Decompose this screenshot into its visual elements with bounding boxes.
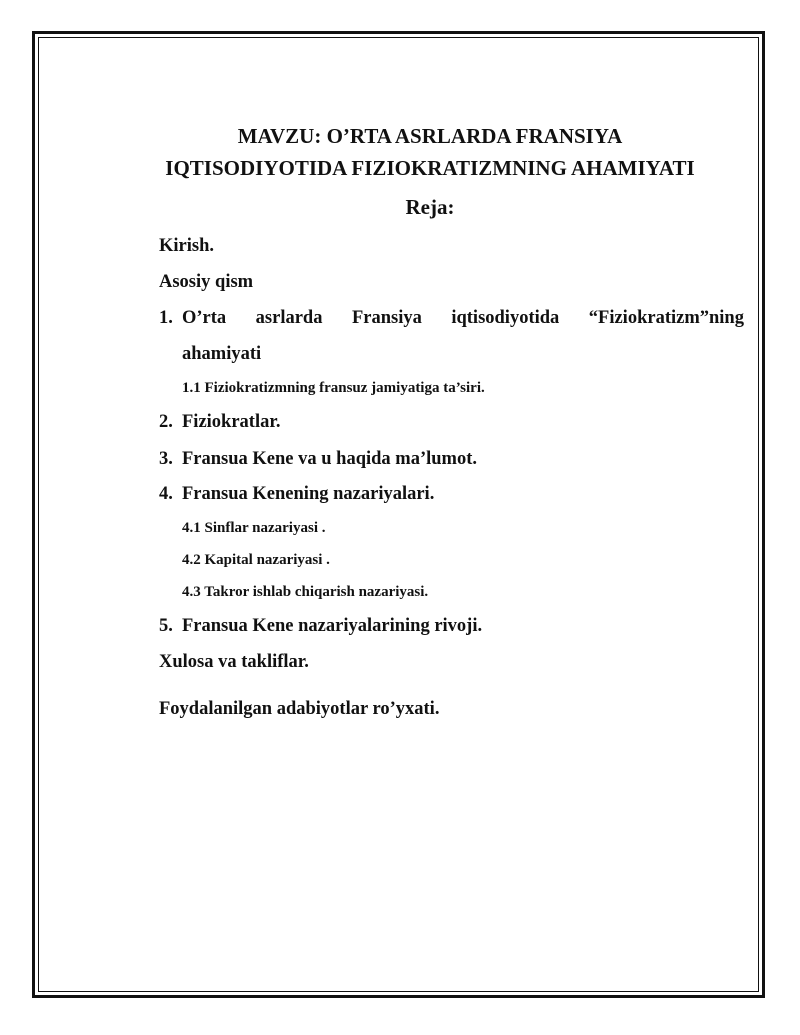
list-item-1-continuation: ahamiyati: [182, 344, 262, 364]
plan-heading: Reja:: [405, 195, 455, 219]
subitem-4-2: 4.2 Kapital nazariyasi .: [182, 552, 330, 568]
list-item-1-number: 1.: [159, 308, 173, 328]
list-item-2-text: Fiziokratlar.: [182, 412, 281, 432]
list-item-3-text: Fransua Kene va u haqida ma’lumot.: [182, 449, 478, 469]
conclusion-entry: Xulosa va takliflar.: [159, 652, 309, 672]
intro-entry: Kirish.: [159, 236, 214, 256]
list-item-3-number: 3.: [159, 449, 173, 469]
title-line-1: MAVZU: O’RTA ASRLARDA FRANSIYA: [237, 124, 623, 148]
subitem-4-3: 4.3 Takror ishlab chiqarish nazariyasi.: [182, 584, 429, 600]
list-item-5-text: Fransua Kene nazariyalarining rivoji.: [182, 616, 483, 636]
list-item-5-number: 5.: [159, 616, 173, 636]
document-title: [60, 120, 800, 184]
list-item-4-text: Fransua Kenening nazariyalari.: [182, 484, 435, 504]
title-line-2: IQTISODIYOTIDA FIZIOKRATIZMNING AHAMIYATI: [165, 156, 695, 180]
list-item-1-word: O’rta: [182, 308, 227, 328]
subitem-4-1: 4.1 Sinflar nazariyasi .: [182, 520, 326, 536]
list-item-1-word: “Fiziokratizm”ning: [588, 308, 744, 328]
subitem-1-1: 1.1 Fiziokratizmning fransuz jamiyatiga ta’siri.: [182, 380, 485, 396]
list-item-4-number: 4.: [159, 484, 173, 504]
list-item-2-number: 2.: [159, 412, 173, 432]
list-item-1-text: [182, 308, 744, 329]
main-part-entry: Asosiy qism: [159, 272, 254, 292]
list-item-1-word: iqtisodiyotida: [451, 308, 560, 328]
references-entry: Foydalanilgan adabiyotlar ro’yxati.: [159, 699, 440, 719]
list-item-1-word: Fransiya: [351, 308, 422, 328]
list-item-1-word: asrlarda: [255, 308, 323, 328]
